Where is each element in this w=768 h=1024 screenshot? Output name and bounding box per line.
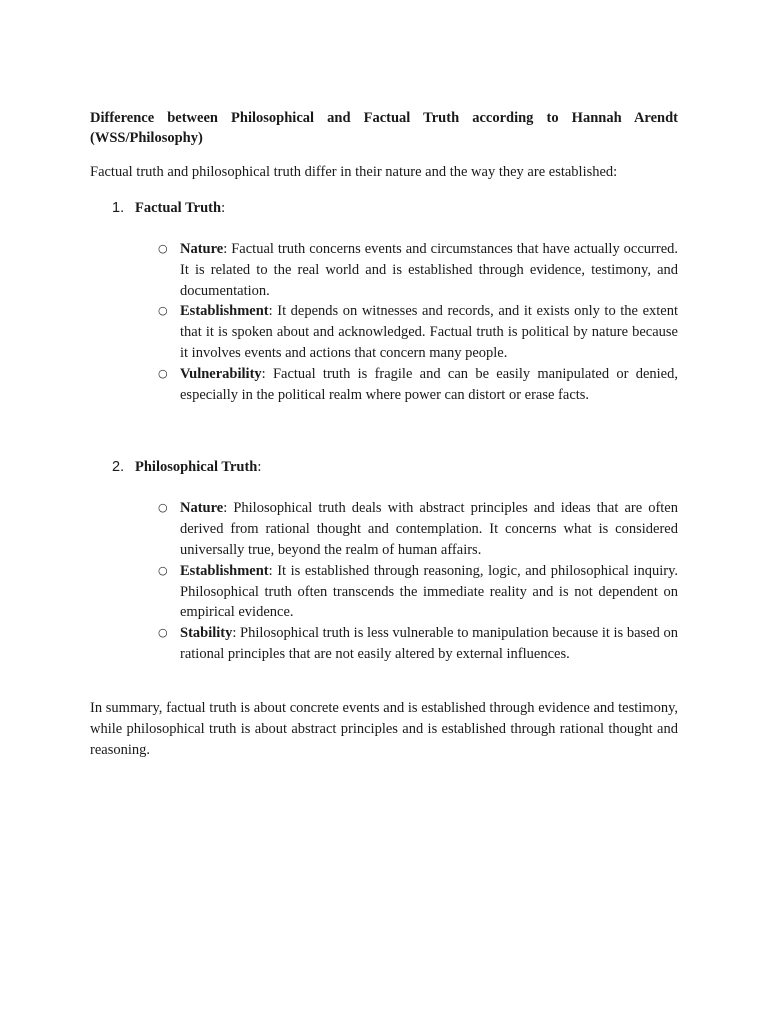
bullet-text: : It is established through reasoning, logic, and philosophical inquiry. Philosophical truth often transcends the immediate reality and is not dependent on empirical evidence. — [180, 562, 678, 621]
bullet-term: Stability — [180, 625, 233, 642]
list-item — [158, 561, 678, 623]
summary-paragraph: In summary, factual truth is about concrete events and is established through evidence and testimony, while philosophical truth is about abstract principles and is established through rational thought and reasoning. — [90, 699, 678, 758]
circle-bullet-icon: ○ — [158, 563, 168, 577]
section-heading-colon: : — [257, 459, 262, 476]
section-factual-truth — [90, 198, 678, 405]
circle-bullet-icon: ○ — [158, 366, 168, 380]
document-page — [90, 108, 678, 761]
bullet-text: : It depends on witnesses and records, and it exists only to the extent that it is spoken about and acknowledged. Factual truth is political by nature because it involves events and actions that concern many people. — [180, 303, 678, 361]
bullet-list — [158, 498, 678, 664]
circle-bullet-icon: ○ — [158, 626, 168, 640]
intro-paragraph: Factual truth and philosophical truth differ in their nature and the way they are established: — [90, 164, 618, 180]
circle-bullet-icon: ○ — [158, 242, 168, 255]
section-heading — [112, 198, 678, 218]
circle-bullet-icon: ○ — [158, 304, 168, 318]
section-number: 2. — [112, 459, 125, 476]
list-item — [158, 498, 678, 560]
circle-bullet-icon: ○ — [158, 501, 168, 515]
section-heading-text: Factual Truth — [135, 200, 222, 216]
section-heading-text: Philosophical Truth — [135, 459, 258, 476]
section-heading-colon: : — [221, 200, 226, 216]
bullet-term: Vulnerability — [180, 365, 262, 382]
bullet-text: : Philosophical truth deals with abstract principles and ideas that are often derived from rational thought and contemplation. It concerns what is considered universally true, beyond the realm of human affairs. — [180, 500, 678, 558]
list-item — [158, 623, 678, 665]
list-item — [158, 239, 678, 301]
section-philosophical-truth — [90, 457, 678, 664]
list-item — [158, 301, 678, 363]
bullet-list — [158, 239, 678, 405]
bullet-text: : Factual truth is fragile and can be easily manipulated or denied, especially in the political realm where power can distort or erase facts. — [180, 365, 678, 403]
bullet-term: Establishment — [180, 303, 269, 320]
bullet-term: Nature — [180, 500, 224, 517]
bullet-term: Establishment — [180, 562, 269, 579]
bullet-text: : Philosophical truth is less vulnerable to manipulation because it is based on rational principles that are not easily altered by external influences. — [180, 625, 678, 662]
document-title: Difference between Philosophical and Factual Truth according to Hannah Arendt (WSS/Philosophy) — [90, 110, 678, 146]
section-heading — [112, 457, 678, 477]
section-number: 1. — [112, 200, 125, 216]
bullet-term: Nature — [180, 241, 224, 257]
list-item — [158, 364, 678, 406]
bullet-text: : Factual truth concerns events and circumstances that have actually occurred. It is related to the real world and is established through evidence, testimony, and documentation. — [180, 241, 678, 299]
